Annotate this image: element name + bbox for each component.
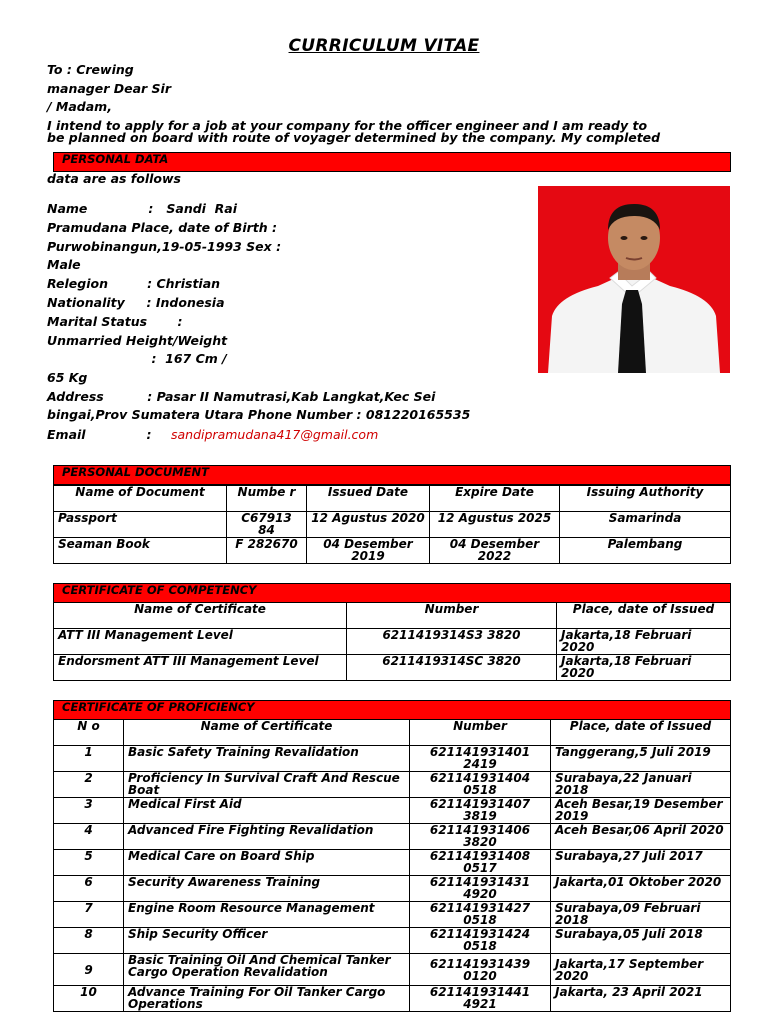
letter-line-4: I intend to apply for a job at your company for the officer engineer and I am ready to [47, 118, 648, 133]
table-row [54, 798, 731, 824]
letter-line-1: To : Crewing [47, 62, 134, 77]
header-cell: Name of Certificate [124, 720, 410, 746]
header-cell: Expire Date [430, 486, 560, 512]
cell-no: 5 [54, 850, 124, 876]
competency-table [53, 602, 731, 681]
cell-number: 621141931424 0518 [410, 928, 551, 954]
letter-line-2: manager Dear Sir [47, 81, 171, 96]
personal-document-table [53, 485, 731, 564]
person-photo-icon [538, 186, 730, 373]
cell-no: 2 [54, 772, 124, 798]
cell-certificate-name: Endorsment ATT III Management Level [54, 655, 347, 681]
cell-number: 621141931404 0518 [410, 772, 551, 798]
cell-no: 9 [54, 954, 124, 986]
table-row [54, 928, 731, 954]
profile-photo [538, 186, 730, 373]
cell-authority: Samarinda [560, 512, 731, 538]
pd-line-2: Pramudana Place, date of Birth : [47, 220, 278, 235]
cell-no: 10 [54, 986, 124, 1012]
cell-no: 4 [54, 824, 124, 850]
table-header-row [54, 603, 731, 629]
personal-data-heading-text: PERSONAL DATA [62, 152, 169, 166]
cell-number: C67913 84 [227, 512, 307, 538]
page-title: CURRICULUM VITAE [288, 36, 480, 56]
header-cell: N o [54, 720, 124, 746]
letter-line-3: / Madam, [47, 99, 112, 114]
table-row [54, 772, 731, 798]
cell-place-date: Jakarta, 23 April 2021 [551, 986, 731, 1012]
table-header-row [54, 486, 731, 512]
competency-heading [53, 583, 731, 603]
table-row [54, 629, 731, 655]
header-cell: Name of Certificate [54, 603, 347, 629]
header-cell: Numbe r [227, 486, 307, 512]
cell-place-date: Surabaya,05 Juli 2018 [551, 928, 731, 954]
cell-number: 621141931441 4921 [410, 986, 551, 1012]
pd-line-9: : 167 Cm / [47, 351, 227, 366]
cell-number: 6211419314SC 3820 [347, 655, 557, 681]
cell-certificate-name: Basic Training Oil And Chemical Tanker Cargo Operation Revalidation [124, 954, 410, 986]
cell-no: 6 [54, 876, 124, 902]
personal-document-heading [53, 465, 731, 485]
cell-place-date: Jakarta,17 September 2020 [551, 954, 731, 986]
cell-number: 621141931439 0120 [410, 954, 551, 986]
header-cell: Issued Date [307, 486, 430, 512]
pd-line-8: Unmarried Height/Weight [47, 333, 228, 348]
header-cell: Number [347, 603, 557, 629]
header-cell: Place, date of Issued [551, 720, 731, 746]
pd-line-nationality: Nationality : Indonesia [47, 295, 225, 310]
cell-certificate-name: Ship Security Officer [124, 928, 410, 954]
table-row [54, 850, 731, 876]
pd-line-3: Purwobinangun,19-05-1993 Sex : [47, 239, 282, 254]
cell-authority: Palembang [560, 538, 731, 564]
cell-document-name: Passport [54, 512, 227, 538]
cell-place-date: Surabaya,22 Januari 2018 [551, 772, 731, 798]
table-row [54, 746, 731, 772]
cell-certificate-name: Proficiency In Survival Craft And Rescue Boat [124, 772, 410, 798]
cell-number: 621141931407 3819 [410, 798, 551, 824]
table-row [54, 954, 731, 986]
cell-number: F 282670 [227, 538, 307, 564]
table-header-row [54, 720, 731, 746]
cell-place-date: Tanggerang,5 Juli 2019 [551, 746, 731, 772]
cell-number: 621141931401 2419 [410, 746, 551, 772]
pd-line-religion: Relegion : Christian [47, 276, 221, 291]
cell-expire: 12 Agustus 2025 [430, 512, 560, 538]
cell-place-date: Aceh Besar,19 Desember 2019 [551, 798, 731, 824]
cell-expire: 04 Desember 2022 [430, 538, 560, 564]
cell-document-name: Seaman Book [54, 538, 227, 564]
cell-number: 621141931431 4920 [410, 876, 551, 902]
cell-number: 621141931406 3820 [410, 824, 551, 850]
cell-no: 7 [54, 902, 124, 928]
header-cell: Issuing Authority [560, 486, 731, 512]
competency-heading-text: CERTIFICATE OF COMPETENCY [62, 583, 257, 597]
header-cell: Name of Document [54, 486, 227, 512]
table-row [54, 655, 731, 681]
table-row [54, 902, 731, 928]
cell-number: 6211419314S3 3820 [347, 629, 557, 655]
cell-place-date: Surabaya,27 Juli 2017 [551, 850, 731, 876]
proficiency-heading [53, 700, 731, 720]
letter-continuation: data are as follows [47, 171, 181, 186]
cell-place-date: Jakarta,01 Oktober 2020 [551, 876, 731, 902]
pd-email-label: Email : [47, 427, 152, 442]
cell-number: 621141931408 0517 [410, 850, 551, 876]
table-row [54, 512, 731, 538]
cell-no: 8 [54, 928, 124, 954]
header-cell: Place, date of Issued [557, 603, 731, 629]
letter-line-5: be planned on board with route of voyager determined by the company. My completed [47, 130, 661, 145]
cell-certificate-name: Advance Training For Oil Tanker Cargo Operations [124, 986, 410, 1012]
table-row [54, 876, 731, 902]
cell-place-date: Aceh Besar,06 April 2020 [551, 824, 731, 850]
cell-certificate-name: ATT III Management Level [54, 629, 347, 655]
pd-line-10: 65 Kg [47, 370, 88, 385]
pd-line-12: bingai,Prov Sumatera Utara Phone Number : 081220165535 [47, 407, 471, 422]
personal-data-heading [53, 152, 731, 172]
table-row [54, 824, 731, 850]
cell-place-date: Jakarta,18 Februari 2020 [557, 629, 731, 655]
cell-issued: 12 Agustus 2020 [307, 512, 430, 538]
cell-number: 621141931427 0518 [410, 902, 551, 928]
table-row [54, 986, 731, 1012]
pd-line-marital: Marital Status : [47, 314, 183, 329]
cell-certificate-name: Basic Safety Training Revalidation [124, 746, 410, 772]
cell-certificate-name: Medical First Aid [124, 798, 410, 824]
cell-certificate-name: Security Awareness Training [124, 876, 410, 902]
personal-document-heading-text: PERSONAL DOCUMENT [62, 465, 209, 479]
cell-place-date: Jakarta,18 Februari 2020 [557, 655, 731, 681]
cell-place-date: Surabaya,09 Februari 2018 [551, 902, 731, 928]
cell-no: 3 [54, 798, 124, 824]
pd-line-4: Male [47, 257, 81, 272]
pd-line-address: Address : Pasar II Namutrasi,Kab Langkat,Kec Sei [47, 389, 436, 404]
cell-certificate-name: Advanced Fire Fighting Revalidation [124, 824, 410, 850]
cell-certificate-name: Engine Room Resource Management [124, 902, 410, 928]
table-row [54, 538, 731, 564]
cell-issued: 04 Desember 2019 [307, 538, 430, 564]
proficiency-heading-text: CERTIFICATE OF PROFICIENCY [62, 700, 255, 714]
proficiency-table [53, 719, 731, 1012]
pd-line-name: Name : Sandi Rai [47, 201, 237, 216]
cell-certificate-name: Medical Care on Board Ship [124, 850, 410, 876]
header-cell: Number [410, 720, 551, 746]
email-link[interactable]: sandipramudana417@gmail.com [171, 427, 379, 442]
cell-no: 1 [54, 746, 124, 772]
